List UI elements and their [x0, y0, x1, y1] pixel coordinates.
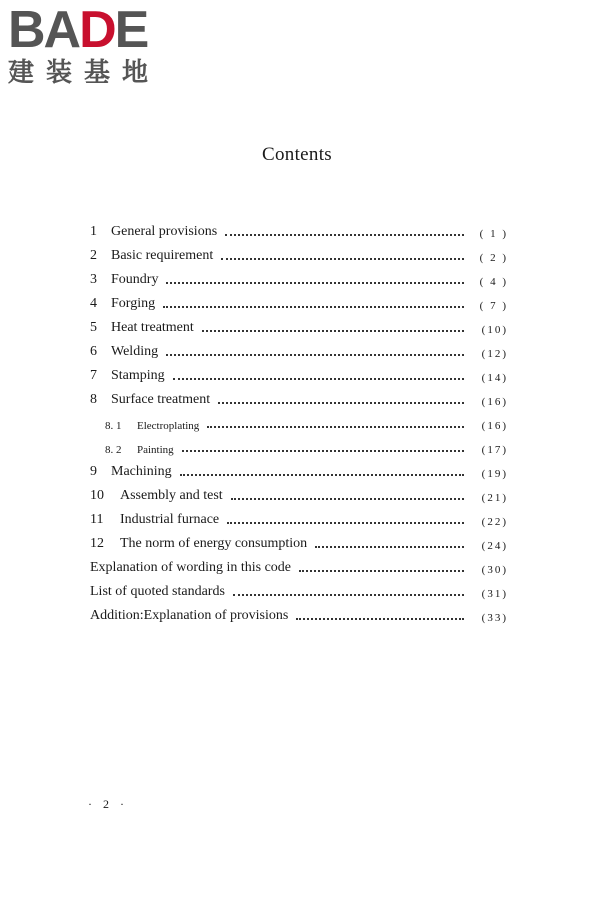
toc-entry-number: 8. 1 — [105, 420, 122, 432]
toc-entry-title: Painting — [137, 444, 174, 456]
toc-entry-title: The norm of energy consumption — [120, 536, 308, 551]
toc-entry-page: (19) — [481, 468, 508, 480]
toc-entry-number: 9 — [90, 464, 97, 479]
page-title: Contents — [262, 144, 332, 165]
toc-entry-page: ( 4 ) — [479, 276, 508, 288]
toc-entry-number: 5 — [90, 320, 97, 335]
toc-entry — [90, 216, 508, 240]
toc-entry-title: Machining — [111, 464, 172, 479]
toc-entry — [90, 360, 508, 384]
toc-leader-dots — [225, 234, 464, 236]
toc-entry-page: (14) — [481, 372, 508, 384]
toc-leader-dots — [182, 450, 464, 452]
toc-leader-dots — [163, 306, 464, 308]
toc-entry-number: 8 — [90, 392, 97, 407]
toc-entry-title: Welding — [111, 344, 159, 359]
table-of-contents — [90, 216, 508, 624]
toc-entry-number: 7 — [90, 368, 97, 383]
toc-entry-title: Heat treatment — [111, 320, 194, 335]
toc-leader-dots — [299, 570, 464, 572]
toc-entry — [90, 288, 508, 312]
toc-entry-page: (33) — [481, 612, 508, 624]
toc-entry-title: Foundry — [111, 272, 159, 287]
toc-entry-page: (30) — [481, 564, 508, 576]
toc-entry-title: Industrial furnace — [120, 512, 220, 527]
toc-entry — [90, 312, 508, 336]
toc-entry — [90, 456, 508, 480]
toc-entry-page: (17) — [481, 444, 508, 456]
toc-entry — [90, 264, 508, 288]
toc-entry — [90, 240, 508, 264]
toc-entry-title: Assembly and test — [120, 488, 223, 503]
toc-leader-dots — [166, 354, 464, 356]
toc-entry — [90, 528, 508, 552]
toc-entry-number: 3 — [90, 272, 97, 287]
toc-entry — [90, 408, 508, 432]
toc-entry-page: (16) — [481, 396, 508, 408]
toc-leader-dots — [233, 594, 464, 596]
page-number: · 2 · — [88, 797, 128, 811]
toc-entry-title: Basic requirement — [111, 248, 214, 263]
toc-entry-page: (12) — [481, 348, 508, 360]
toc-leader-dots — [202, 330, 464, 332]
toc-leader-dots — [227, 522, 464, 524]
toc-entry-title: Explanation of wording in this code — [90, 560, 292, 575]
toc-entry-title: General provisions — [111, 224, 218, 239]
logo — [8, 1, 178, 88]
toc-entry-number: 4 — [90, 296, 97, 311]
toc-entry-page: (10) — [481, 324, 508, 336]
logo-wordmark: BADE — [8, 1, 148, 59]
toc-entry-title: Forging — [111, 296, 156, 311]
toc-entry-page: (16) — [481, 420, 508, 432]
toc-entry-number: 12 — [90, 536, 104, 551]
toc-entry-page: (24) — [481, 540, 508, 552]
toc-entry-number: 2 — [90, 248, 97, 263]
toc-leader-dots — [207, 426, 464, 428]
toc-leader-dots — [166, 282, 464, 284]
toc-entry — [90, 504, 508, 528]
toc-entry — [90, 552, 508, 576]
toc-entry — [90, 600, 508, 624]
toc-entry — [90, 384, 508, 408]
toc-entry — [90, 432, 508, 456]
toc-entry-page: (21) — [481, 492, 508, 504]
toc-entry-page: ( 7 ) — [479, 300, 508, 312]
toc-leader-dots — [296, 618, 464, 620]
toc-entry-page: ( 2 ) — [479, 252, 508, 264]
toc-entry-page: (31) — [481, 588, 508, 600]
toc-entry-title: Addition:Explanation of provisions — [90, 608, 289, 623]
toc-entry-number: 11 — [90, 512, 104, 527]
toc-entry-page: (22) — [481, 516, 508, 528]
toc-leader-dots — [218, 402, 464, 404]
toc-leader-dots — [231, 498, 464, 500]
toc-leader-dots — [315, 546, 464, 548]
toc-entry-title: Electroplating — [137, 420, 200, 432]
toc-entry-page: ( 1 ) — [479, 228, 508, 240]
logo-subtitle: 建装基地 — [8, 58, 161, 88]
toc-entry — [90, 336, 508, 360]
toc-entry-title: List of quoted standards — [90, 584, 225, 599]
toc-leader-dots — [221, 258, 464, 260]
toc-entry-title: Stamping — [111, 368, 165, 383]
toc-entry-number: 6 — [90, 344, 97, 359]
toc-entry-number: 10 — [90, 488, 104, 503]
toc-entry — [90, 576, 508, 600]
toc-leader-dots — [180, 474, 464, 476]
toc-entry-title: Surface treatment — [111, 392, 211, 407]
toc-entry-number: 8. 2 — [105, 444, 122, 456]
toc-entry — [90, 480, 508, 504]
toc-leader-dots — [173, 378, 464, 380]
toc-entry-number: 1 — [90, 224, 97, 239]
